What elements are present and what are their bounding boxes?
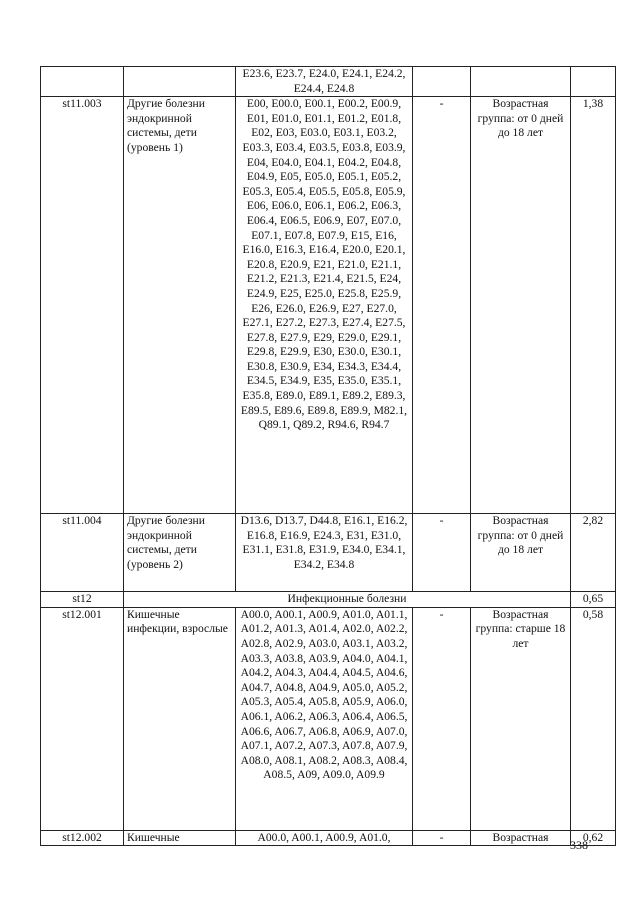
mkb-codes-cell: A00.0, A00.1, A00.9, A01.0, A01.1, A01.2, A01.3, A01.4, A02.0, A02.2, A02.8, A02.9, A03.0, A03.1, A03.2, A03.3, A03.8, A03.9, A04.0, A04.1, A04.2, A04.3, A04.4, A04.5, A04.6, A04.7, A04.8, A04.9, A05.0, A05.2, A05.3, A05.4, A05.8, A05.9, A06.0, A06.1, A06.2, A06.3, A06.4, A06.5, A06.6, A06.7, A06.8, A06.9, A07.0, A07.1, A07.2, A07.3, A07.8, A07.9, A08.0, A08.1, A08.2, A08.3, A08.4, A08.5, A09, A09.0, A09.9 bbox=[236, 607, 413, 830]
page-number: 338 bbox=[570, 838, 588, 852]
ksg-name-cell bbox=[124, 67, 236, 97]
table-row bbox=[41, 67, 616, 97]
mkb-codes-cell: A00.0, A00.1, A00.9, A01.0, bbox=[236, 830, 413, 846]
section-row bbox=[41, 592, 616, 608]
ksg-name-cell: Другие болезни эндокринной системы, дети (уровень 1) bbox=[124, 97, 236, 514]
criterion-cell: Возрастная группа: от 0 дней до 18 лет bbox=[471, 97, 571, 514]
ksg-code-cell: st11.003 bbox=[41, 97, 124, 514]
section-coefficient-cell: 0,65 bbox=[571, 592, 616, 608]
mkb-codes-cell: D13.6, D13.7, D44.8, E16.1, E16.2, E16.8, E16.9, E24.3, E31, E31.0, E31.1, E31.8, E31.9, E34.0, E34.1, E34.2, E34.8 bbox=[236, 514, 413, 592]
ksg-name-cell: Кишечные инфекции, взрослые bbox=[124, 607, 236, 830]
coefficient-cell: 1,38 bbox=[571, 97, 616, 514]
coefficient-cell bbox=[571, 67, 616, 97]
ksg-code-cell: st12.002 bbox=[41, 830, 124, 846]
extra-cell: - bbox=[413, 97, 471, 514]
criterion-cell: Возрастная группа: старше 18 лет bbox=[471, 607, 571, 830]
coefficient-cell: 0,58 bbox=[571, 607, 616, 830]
mkb-codes-cell: E00, E00.0, E00.1, E00.2, E00.9, E01, E01.0, E01.1, E01.2, E01.8, E02, E03, E03.0, E03.1, E03.2, E03.3, E03.4, E03.5, E03.8, E03.9, E04, E04.0, E04.1, E04.2, E04.8, E04.9, E05, E05.0, E05.1, E05.2, E05.3, E05.4, E05.5, E05.8, E05.9, E06, E06.0, E06.1, E06.2, E06.3, E06.4, E06.5, E06.9, E07, E07.0, E07.1, E07.8, E07.9, E15, E16, E16.0, E16.3, E16.4, E20.0, E20.1, E20.8, E20.9, E21, E21.0, E21.1, E21.2, E21.3, E21.4, E21.5, E24, E24.9, E25, E25.0, E25.8, E25.9, E26, E26.0, E26.9, E27, E27.0, E27.1, E27.2, E27.3, E27.4, E27.5, E27.8, E27.9, E29, E29.0, E29.1, E29.8, E29.9, E30, E30.0, E30.1, E30.8, E30.9, E34, E34.3, E34.4, E34.5, E34.9, E35, E35.0, E35.1, E35.8, E89.0, E89.1, E89.2, E89.3, E89.5, E89.6, E89.8, E89.9, M82.1, Q89.1, Q89.2, R94.6, R94.7 bbox=[236, 97, 413, 514]
ksg-code-cell bbox=[41, 67, 124, 97]
extra-cell bbox=[413, 67, 471, 97]
table-row bbox=[41, 514, 616, 592]
ksg-code-cell: st11.004 bbox=[41, 514, 124, 592]
ksg-name-cell: Другие болезни эндокринной системы, дети (уровень 2) bbox=[124, 514, 236, 592]
section-code-cell: st12 bbox=[41, 592, 124, 608]
coefficient-cell: 0,62 bbox=[571, 830, 616, 846]
section-name-cell: Инфекционные болезни bbox=[124, 592, 571, 608]
coefficient-cell: 2,82 bbox=[571, 514, 616, 592]
mkb-codes-cell: E23.6, E23.7, E24.0, E24.1, E24.2, E24.4, E24.8 bbox=[236, 67, 413, 97]
criterion-cell: Возрастная bbox=[471, 830, 571, 846]
ksg-code-cell: st12.001 bbox=[41, 607, 124, 830]
table-row bbox=[41, 830, 616, 846]
ksg-name-cell: Кишечные bbox=[124, 830, 236, 846]
extra-cell: - bbox=[413, 607, 471, 830]
ksg-table bbox=[40, 66, 616, 846]
table-row bbox=[41, 97, 616, 514]
extra-cell: - bbox=[413, 514, 471, 592]
extra-cell: - bbox=[413, 830, 471, 846]
table-row bbox=[41, 607, 616, 830]
criterion-cell bbox=[471, 67, 571, 97]
criterion-cell: Возрастная группа: от 0 дней до 18 лет bbox=[471, 514, 571, 592]
